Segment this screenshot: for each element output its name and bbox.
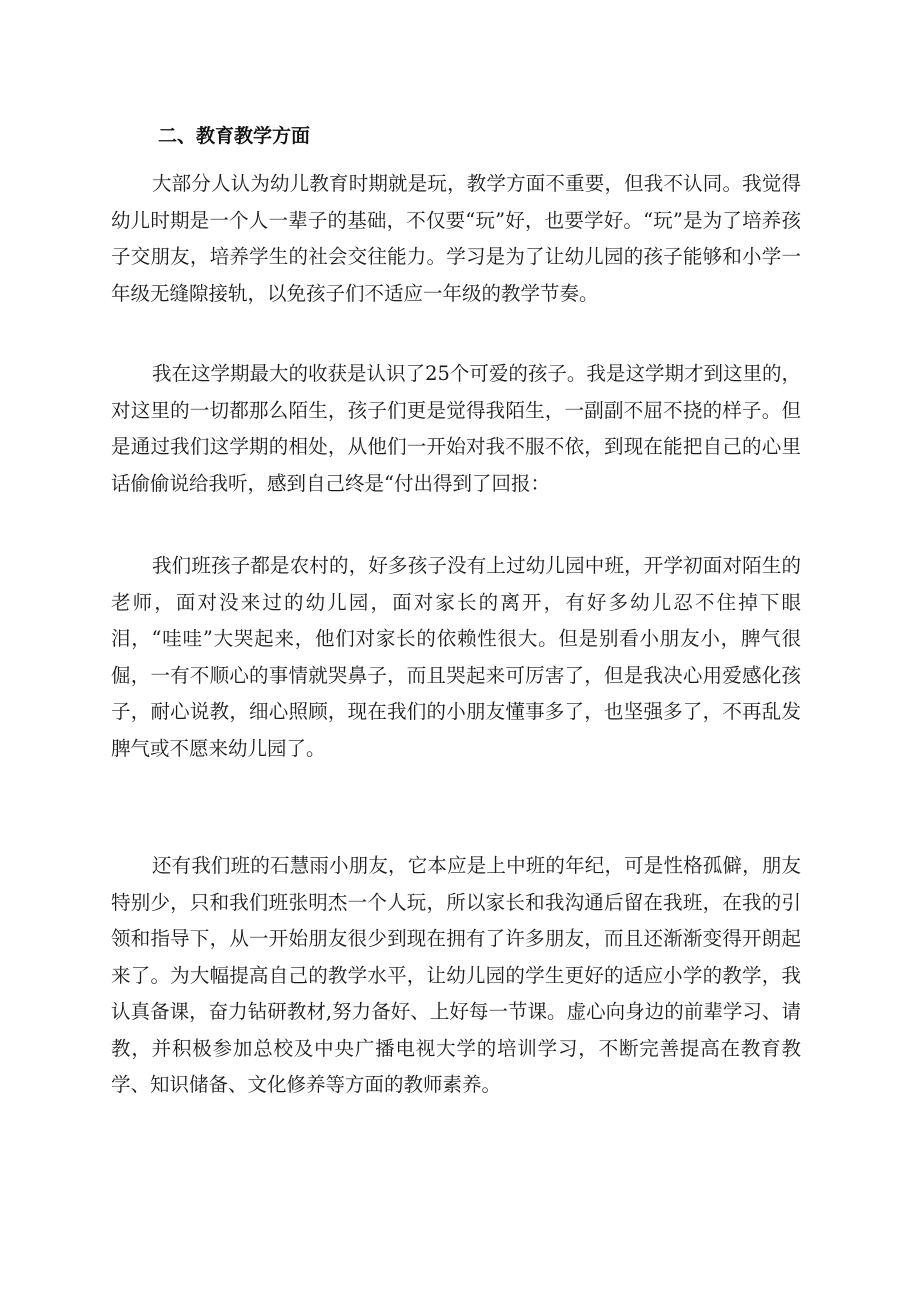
paragraph-2: 我在这学期最大的收获是认识了25个可爱的孩子。我是这学期才到这里的，对这里的一切都那么陌生，孩子们更是觉得我陌生，一副副不屈不挠的样子。但是通过我们这学期的相处，从他们一开始对我不服不依，到现在能把自己的心里话偷偷说给我听，感到自己终是“付出得到了回报： — [111, 362, 801, 495]
paragraph-4: 还有我们班的石慧雨小朋友，它本应是上中班的年纪，可是性格孤僻，朋友特别少，只和我们班张明杰一个人玩，所以家长和我沟通后留在我班，在我的引领和指导下，从一开始朋友很少到现在拥有了许多朋友，而且还渐渐变得开朗起来了。为大幅提高自己的教学水平，让幼儿园的学生更好的适应小学的教学，我认真备课，奋力钻研教材,努力备好、上好每一节课。虚心向身边的前辈学习、请教，并积极参加总校及中央广播电视大学的培训学习，不断完善提高在教育教学、知识储备、文化修养等方面的教师素养。 — [111, 854, 801, 1096]
paragraph-1: 大部分人认为幼儿教育时期就是玩，教学方面不重要，但我不认同。我觉得幼儿时期是一个人一辈子的基础，不仅要“玩”好，也要学好。“玩”是为了培养孩子交朋友，培养学生的社会交往能力。学习是为了让幼儿园的孩子能够和小学一年级无缝隙接轨，以免孩子们不适应一年级的教学节奏。 — [111, 172, 801, 305]
section-heading: 二、教育教学方面 — [158, 125, 311, 147]
paragraph-3: 我们班孩子都是农村的，好多孩子没有上过幼儿园中班，开学初面对陌生的老师，面对没来过的幼儿园，面对家长的离开，有好多幼儿忍不住掉下眼泪，“哇哇”大哭起来，他们对家长的依赖性很大。但是别看小朋友小，脾气很倔，一有不顺心的事情就哭鼻子，而且哭起来可厉害了，但是我决心用爱感化孩子，耐心说教，细心照顾，现在我们的小朋友懂事多了，也坚强多了，不再乱发脾气或不愿来幼儿园了。 — [111, 554, 801, 760]
